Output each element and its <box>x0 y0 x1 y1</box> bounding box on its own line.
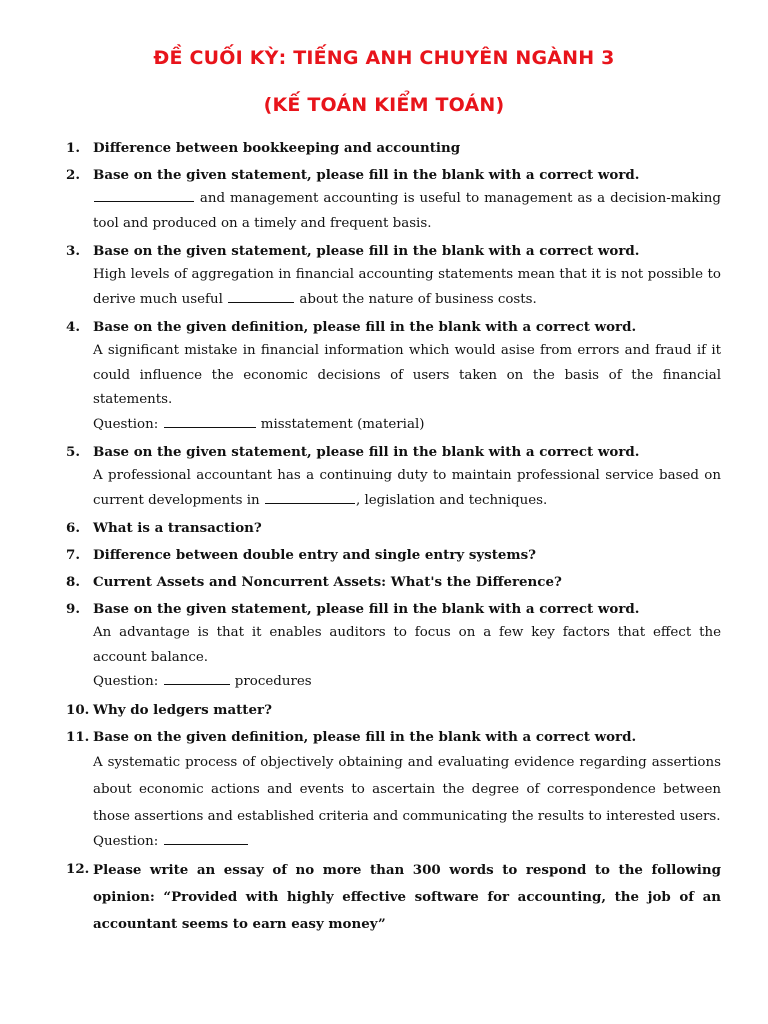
question-item-6 <box>66 516 721 540</box>
question-text: Current Assets and Noncurrent Assets: What's the Difference? <box>93 574 562 590</box>
question-item-7 <box>66 543 721 567</box>
question-item-9 <box>66 597 721 695</box>
question-text: Difference between double entry and single entry systems? <box>93 547 536 563</box>
question-body: High levels of aggregation in financial accounting statements mean that it is not possible to derive much useful about the nature of business costs. <box>93 267 721 307</box>
question-item-12 <box>66 857 721 938</box>
question-prompt: Question: procedures <box>93 674 312 689</box>
question-number: 11. <box>66 728 90 745</box>
question-text: Base on the given definition, please fill in the blank with a correct word. <box>93 319 637 335</box>
fill-blank <box>94 189 194 202</box>
question-number: 7. <box>66 547 80 563</box>
question-item-5 <box>66 440 721 513</box>
question-text: Please write an essay of no more than 300 words to respond to the following opinion: “Provided with highly effective software for accounting, the job of an accountant seems to earn easy money” <box>93 862 721 932</box>
question-body: A significant mistake in financial information which would asise from errors and fraud if it could influence the economic decisions of users taken on the basis of the financial statements. <box>93 343 721 407</box>
question-number: 12. <box>66 861 90 877</box>
question-number: 3. <box>66 243 80 259</box>
question-item-2 <box>66 163 721 236</box>
question-number: 10. <box>66 701 90 718</box>
question-text: What is a transaction? <box>93 520 262 536</box>
question-text: Base on the given statement, please fill in the blank with a correct word. <box>93 444 640 460</box>
question-number: 1. <box>66 140 80 156</box>
question-body: An advantage is that it enables auditors to focus on a few key factors that effect the account balance. <box>93 625 721 665</box>
question-number: 2. <box>66 167 80 183</box>
question-item-8 <box>66 570 721 594</box>
fill-blank <box>265 491 355 504</box>
question-item-10 <box>66 698 721 722</box>
question-prompt: Question: misstatement (material) <box>93 416 425 432</box>
fill-blank <box>164 672 230 685</box>
question-number: 9. <box>66 601 80 617</box>
fill-blank <box>164 415 256 428</box>
question-text: Why do ledgers matter? <box>93 701 272 718</box>
question-number: 4. <box>66 319 80 335</box>
question-body: A systematic process of objectively obtaining and evaluating evidence regarding assertions about economic actions and events to ascertain the degree of correspondence between those assertions and established criteria and communicating the results to interested users. <box>93 754 721 824</box>
exam-subtitle: (KẾ TOÁN KIỂM TOÁN) <box>263 94 505 116</box>
question-text: Base on the given statement, please fill in the blank with a correct word. <box>93 167 640 183</box>
question-prompt: Question: <box>93 830 721 855</box>
question-text: Difference between bookkeeping and accounting <box>93 140 461 156</box>
question-text: Base on the given statement, please fill in the blank with a correct word. <box>93 243 640 259</box>
exam-title: ĐỀ CUỐI KỲ: TIẾNG ANH CHUYÊN NGÀNH 3 <box>153 47 615 69</box>
question-list <box>66 136 721 941</box>
fill-blank <box>164 832 248 845</box>
question-body: and management accounting is useful to management as a decision-making tool and produced on a timely and frequent basis. <box>93 191 721 231</box>
question-item-3 <box>66 239 721 312</box>
fill-blank <box>228 290 294 303</box>
question-item-1 <box>66 136 721 160</box>
question-text: Base on the given statement, please fill in the blank with a correct word. <box>93 601 640 617</box>
question-item-4 <box>66 315 721 437</box>
question-number: 6. <box>66 520 80 536</box>
question-item-11 <box>66 725 721 855</box>
question-body: A professional accountant has a continuing duty to maintain professional service based on current developments in , legislation and techniques. <box>93 468 721 508</box>
question-number: 5. <box>66 444 80 460</box>
question-number: 8. <box>66 574 80 590</box>
question-text: Base on the given definition, please fill in the blank with a correct word. <box>93 728 637 745</box>
